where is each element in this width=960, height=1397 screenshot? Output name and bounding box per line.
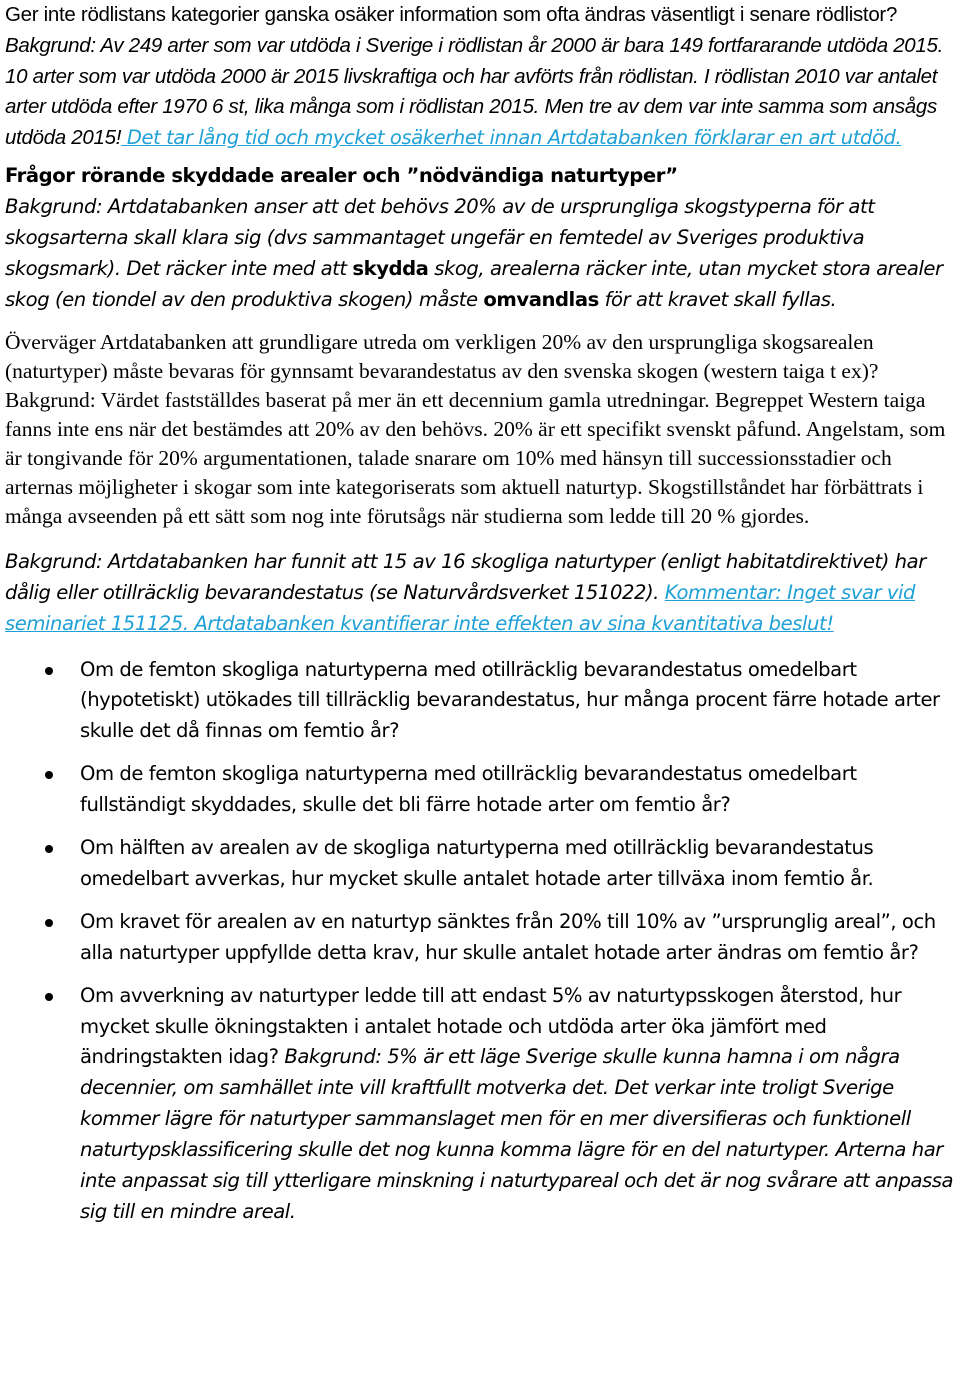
background-text-2: skog, arealerna räcker inte, utan mycket stora arealer skog (en tiondel av den produktiva skogen) måste	[5, 256, 943, 311]
list-item	[5, 981, 956, 1228]
emphasis-omvandlas: omvandlas	[483, 287, 599, 311]
question-text: Om de femton skogliga naturtyperna med otillräcklig bevarandestatus omedelbart fullständigt skyddades, skulle det bli färre hotade arter om femtio år?	[80, 762, 857, 817]
question-background-note: Bakgrund: 5% är ett läge Sverige skulle kunna hamna i om några decennier, om samhället inte vill kraftfullt motverka det. Det verkar inte troligt Sverige kommer lägre för naturtyper sammanslaget men för en mer diversifieras och funktionell naturtypsklassificering skulle det nog kunna komma lägre för en del naturtyper. Arterna har inte anpassat sig till ytterligare minskning i naturtypareal och det är nog svårare att anpassa sig till en mindre areal.	[80, 1045, 954, 1224]
twenty-percent-paragraph: Överväger Artdatabanken att grundligare utreda om verkligen 20% av den ursprungliga skogsarealen (naturtyper) måste bevaras för gynnsamt bevarandestatus av den svenska skogen (western taiga t ex)? Bakgrund: Värdet fastställdes baserat på mer än ett decennium gamla utredningar. Begreppet Western taiga fanns inte ens när det bestämdes att 20% av den behövs. 20% är ett specifikt svenskt påfund. Angelstam, som är tongivande för 20% argumentationen, talade snarare om 10% med hänsyn till successionsstadier och arternas möjligheter i skogar som inte kategoriserats som aktuell naturtyp. Skogstillståndet har förbättrats i många avseenden på ett sätt som nog inte förutsågs när studierna som ledde till 20 % gjordes.	[5, 329, 946, 528]
list-item	[5, 907, 956, 969]
protected-areas-paragraph	[5, 161, 956, 316]
seminar-comment-link[interactable]: Kommentar: Inget svar vid seminariet 151125. Artdatabanken kvantifierar inte effekten av sina kvantitativa beslut!	[5, 580, 916, 635]
redlist-background: Bakgrund: Av 249 arter som var utdöda i Sverige i rödlistan år 2000 är bara 149 fortfararande utdöda 2015. 10 arter som var utdöda 2000 är 2015 livskraftiga och har avförts från rödlistan. I rödlistan 2010 var antalet arter utdöda efter 1970 6 st, lika många som i rödlistan 2015. Men tre av dem var inte samma som ansågs utdöda 2015!	[5, 33, 943, 150]
bullet-icon	[45, 845, 53, 853]
list-item	[5, 759, 956, 821]
redlist-paragraph	[5, 0, 956, 154]
habitat-status-paragraph	[5, 546, 956, 639]
habitat-background: Bakgrund: Artdatabanken har funnit att 15 av 16 skogliga naturtyper (enligt habitatdirektivet) har dålig eller otillräcklig bevarandestatus (se Naturvårdsverket 151022).	[5, 549, 926, 604]
question-text: Om avverkning av naturtyper ledde till att endast 5% av naturtypsskogen återstod, hur mycket skulle ökningstakten i antalet hotade och utdöda arter öka jämfört med ändringstakten idag?	[80, 983, 902, 1069]
bullet-icon	[45, 771, 53, 779]
redlist-question: Ger inte rödlistans kategorier ganska osäker information som ofta ändras väsentligt i senare rödlistor?	[5, 3, 898, 26]
question-text: Om kravet för arealen av en naturtyp sänktes från 20% till 10% av ”ursprunglig areal”, och alla naturtyper uppfyllde detta krav, hur skulle antalet hotade arter ändras om femtio år?	[80, 909, 936, 964]
section-heading: Frågor rörande skyddade arealer och ”nödvändiga naturtyper”	[5, 163, 678, 187]
bullet-icon	[45, 667, 53, 675]
question-text: Om de femton skogliga naturtyperna med otillräcklig bevarandestatus omedelbart (hypotetiskt) utökades till tillräcklig bevarandestatus, hur många procent färre hotade arter skulle det då finnas om femtio år?	[80, 657, 940, 743]
background-text-3: för att kravet skall fyllas.	[598, 287, 837, 311]
bullet-icon	[45, 993, 53, 1001]
bullet-icon	[45, 919, 53, 927]
redlist-comment-link[interactable]: Det tar lång tid och mycket osäkerhet innan Artdatabanken förklarar en art utdöd.	[121, 126, 902, 150]
list-item	[5, 655, 956, 748]
background-text-1: Bakgrund: Artdatabanken anser att det behövs 20% av de ursprungliga skogstyperna för att skogsarterna skall klara sig (dvs sammantaget ungefär en femtedel av Sveriges produktiva skogsmark). Det räcker inte med att	[5, 194, 875, 280]
question-text: Om hälften av arealen av de skogliga naturtyperna med otillräcklig bevarandestatus omedelbart avverkas, hur mycket skulle antalet hotade arter tillväxa inom femtio år.	[80, 836, 874, 890]
emphasis-skydda: skydda	[352, 256, 429, 280]
list-item	[5, 833, 956, 895]
question-list	[5, 655, 956, 1228]
